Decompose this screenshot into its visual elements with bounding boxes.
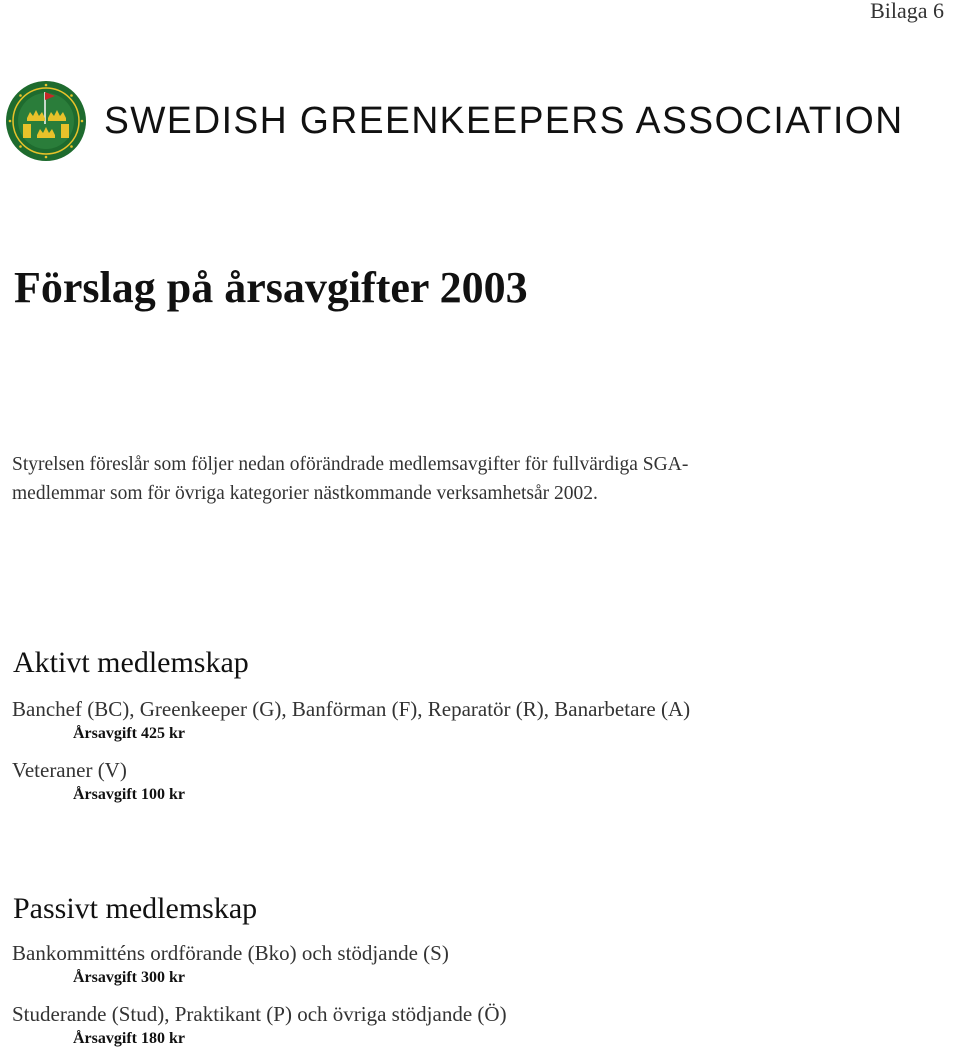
organization-name: SWEDISH GREENKEEPERS ASSOCIATION [104,100,904,142]
section-heading-active: Aktivt medlemskap [13,646,249,679]
intro-line-2: medlemmar som för övriga kategorier nästkommande verksamhetsår 2002. [12,483,598,504]
section-heading-passive: Passivt medlemskap [13,892,258,925]
fee-students: Årsavgift 180 kr [73,1030,185,1047]
page-title: Förslag på årsavgifter 2003 [14,263,528,312]
intro-line-1: Styrelsen föreslår som följer nedan oförändrade medlemsavgifter för fullvärdiga SGA- [12,454,689,475]
category-veterans: Veteraner (V) [12,758,127,782]
category-active-staff: Banchef (BC), Greenkeeper (G), Banförman (F), Reparatör (R), Banarbetare (A) [12,697,691,721]
appendix-label: Bilaga 6 [870,0,944,23]
intro-paragraph [12,450,912,508]
category-students: Studerande (Stud), Praktikant (P) och övriga stödjande (Ö) [12,1002,507,1026]
fee-active-staff: Årsavgift 425 kr [73,725,185,742]
category-committee: Bankommitténs ordförande (Bko) och stödjande (S) [12,941,449,965]
fee-committee: Årsavgift 300 kr [73,969,185,986]
sga-emblem-icon [5,80,87,162]
fee-veterans: Årsavgift 100 kr [73,786,185,803]
